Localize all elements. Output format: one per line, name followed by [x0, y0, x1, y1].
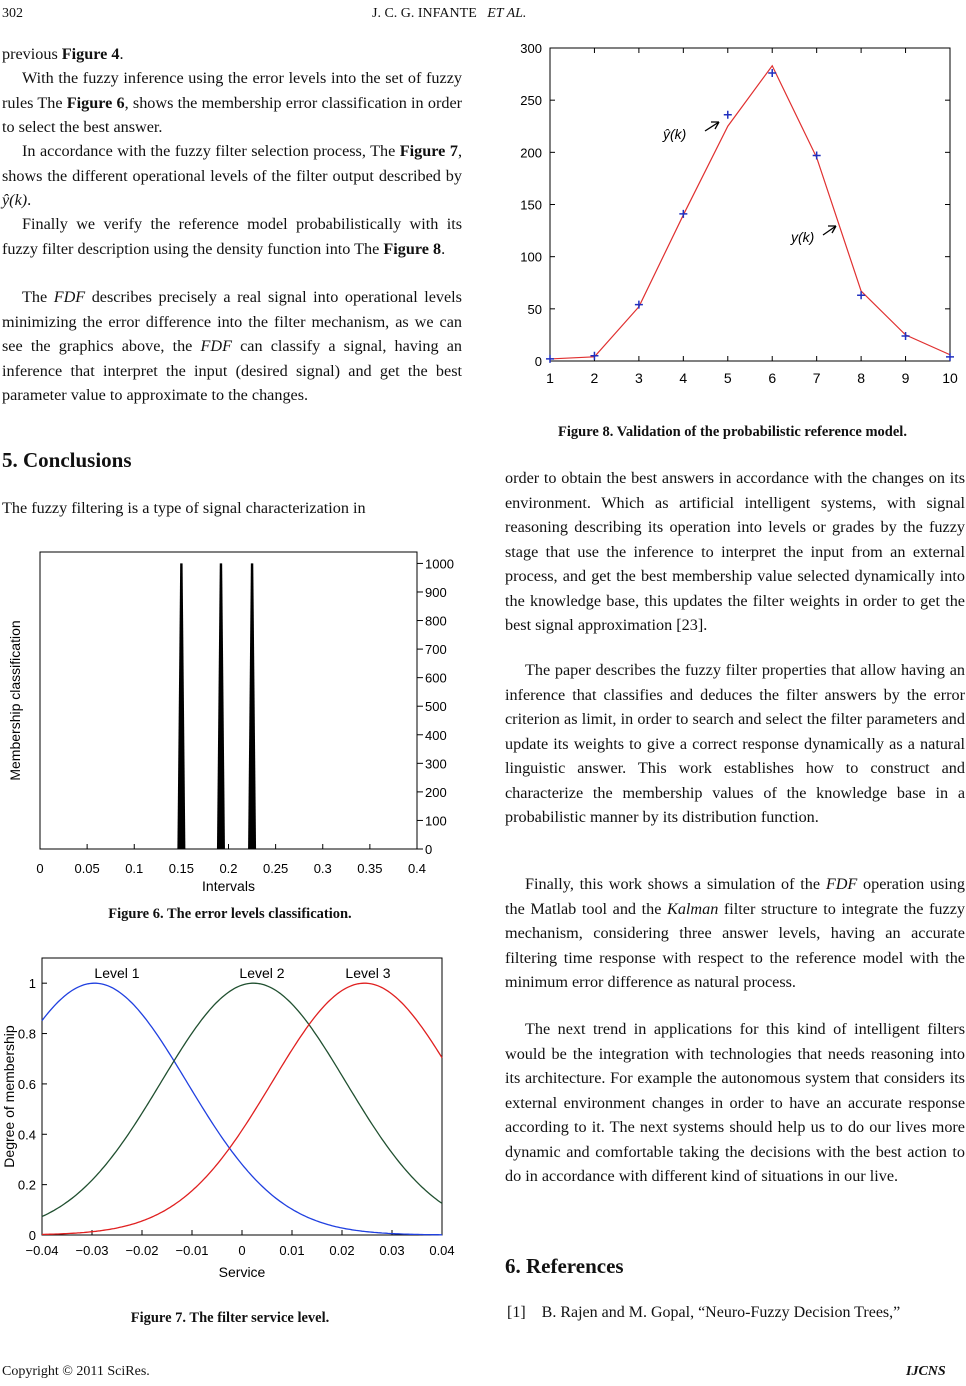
membership-curve-2	[42, 983, 442, 1216]
x-tick-label: 9	[901, 370, 910, 386]
y-tick-label: 100	[520, 249, 542, 265]
figure-6-caption: Figure 6. The error levels classification.	[108, 906, 352, 922]
paragraph-3	[2, 139, 462, 213]
y-tick-label: 0.4	[17, 1127, 36, 1143]
p9-b: operation using the Matlab tool and the	[505, 875, 965, 918]
y-tick-label: 50	[527, 301, 542, 317]
footer-copyright: Copyright © 2011 SciRes.	[2, 1364, 150, 1379]
p2-b: , shows the membership error classification in order to select the best answer.	[2, 93, 463, 136]
annotation-arrow	[823, 226, 836, 235]
running-title-authors: J. C. G. INFANTE	[372, 6, 477, 21]
x-tick-label: 0.05	[74, 861, 100, 876]
membership-curve-1	[42, 983, 442, 1235]
x-tick-label: 0.25	[262, 861, 289, 876]
paragraph-2	[2, 66, 462, 140]
paragraph-1	[2, 42, 462, 67]
series-yhat-point	[857, 291, 865, 299]
footer-journal: IJCNS	[906, 1364, 946, 1379]
y-tick-label: 1	[28, 976, 36, 992]
x-tick-label: 3	[634, 370, 643, 386]
figure-8-chart	[505, 36, 966, 406]
y-tick-label: 500	[425, 699, 447, 715]
y-tick-label: 300	[520, 41, 542, 56]
y-tick-label: 0.2	[17, 1177, 36, 1193]
figure-7-caption: Figure 7. The filter service level.	[130, 1310, 330, 1326]
paragraph-10: The next trend in applications for this kind of intelligent filters would be the integration with technologies that needs reasoning into its architecture. For example the autonomous system that considers its external environment changes in order to have an accurate response according to it. The next systems should help us to do our lives more dynamic and comfortable taking the decisions with the best action to do in accordance with different kind of situations in our live.	[505, 1020, 965, 1185]
series-yhat-point	[724, 111, 732, 119]
p5-c: can classify a signal, having an inference that interpret the input (desired signal) and get the best parameter value to approximate to the changes.	[2, 337, 462, 404]
section-6-title: 6. References	[505, 1254, 624, 1278]
x-axis-label: Service	[218, 1264, 266, 1280]
figure-6-ref[interactable]: Figure 6	[66, 93, 125, 112]
p3-a: In accordance with the fuzzy filter selection process, The	[22, 142, 400, 160]
kalman-term: Kalman	[667, 899, 719, 918]
p1-text: previous	[2, 45, 62, 63]
y-tick-label: 300	[425, 756, 447, 772]
x-tick-label: −0.04	[25, 1243, 59, 1258]
x-tick-label: 0.3	[313, 861, 332, 876]
y-tick-label: 600	[425, 670, 447, 686]
y-tick-label: 0.8	[17, 1026, 36, 1042]
figure-7-chart	[0, 950, 470, 1302]
y-tick-label: 0	[28, 1228, 36, 1243]
p9-c: filter structure to integrate the fuzzy mechanism, considering three answer levels, having an accurate filtering time response with respect to the reference model with the minimum error difference as natural process.	[505, 899, 965, 991]
series-yhat-point	[546, 355, 554, 363]
annotation-arrow	[705, 122, 719, 131]
p3-end: .	[27, 191, 32, 209]
x-tick-label: 6	[768, 370, 777, 386]
p2-a: With the fuzzy inference using the error levels into the set of fuzzy rules The	[2, 69, 462, 112]
y-tick-label: 150	[520, 197, 542, 213]
yhat-symbol: ŷ(k)	[2, 191, 28, 209]
section-5-title: 5. Conclusions	[2, 448, 132, 472]
x-tick-label: 7	[812, 370, 821, 386]
x-tick-label: 0.1	[125, 861, 144, 876]
y-tick-label: 900	[425, 584, 447, 600]
y-tick-label: 200	[520, 145, 542, 161]
x-tick-label: −0.01	[175, 1243, 209, 1258]
p4-a: Finally we verify the reference model probabilistically with its fuzzy filter description using the density function into The	[2, 215, 462, 258]
series-yhat-point	[902, 332, 910, 340]
fdf-term: FDF	[200, 337, 232, 355]
y-tick-label: 100	[425, 813, 447, 829]
x-tick-label: 10	[942, 370, 958, 386]
running-title	[372, 6, 526, 22]
paragraph-9	[505, 872, 965, 995]
p4-end: .	[441, 239, 446, 258]
annotation-yhat: ŷ(k)	[663, 126, 687, 142]
p1-end: .	[119, 45, 124, 63]
x-tick-label: 0.2	[219, 861, 238, 876]
paragraph-8: The paper describes the fuzzy filter properties that allow having an inference that classifies and deduces the filter answers by the error criterion as limit, in order to search and select the filter parameters and update its weights to give a correct response dynamically as a natural linguistic answer. This work establishes how to construct and characterize the membership values of the knowledge base in a probabilistic manner by its distribution function.	[505, 661, 965, 826]
figure-7-ref[interactable]: Figure 7	[399, 142, 458, 160]
paragraph-7: order to obtain the best answers in accordance with the changes on its environment. Which as artificial intelligent systems, with signal reasoning describing its operation into levels or grades by the fuzzy stage that use the inference to interpret the input from an external process, and get the best membership value selected dynamically into the knowledge base, this updates the filter weights in order to get the best signal approximation [23].	[505, 469, 965, 634]
plot-frame	[40, 552, 417, 849]
plot-frame	[42, 958, 442, 1235]
y-tick-label: 0	[425, 842, 433, 857]
figure-8-ref[interactable]: Figure 8	[383, 239, 442, 258]
y-axis-label: Membership classification	[7, 620, 23, 781]
figure-6-chart	[0, 540, 470, 895]
reference-1[interactable]: [1] B. Rajen and M. Gopal, “Neuro-Fuzzy Decision Trees,”	[507, 1304, 901, 1321]
annotation-y: y(k)	[791, 229, 815, 245]
page-number: 302	[2, 6, 23, 21]
level-label: Level 3	[345, 965, 391, 981]
p5-a: The	[22, 288, 54, 306]
paragraph-6: The fuzzy filtering is a type of signal characterization in	[2, 499, 366, 517]
y-tick-label: 1000	[425, 556, 454, 572]
p3-b: , shows the different operational levels of the filter output described by	[2, 142, 463, 185]
x-tick-label: 8	[857, 370, 866, 386]
x-tick-label: −0.02	[125, 1243, 159, 1258]
x-tick-label: 0.35	[357, 861, 383, 876]
paragraph-4	[2, 212, 462, 261]
figure-4-ref[interactable]: Figure 4	[61, 45, 120, 63]
x-tick-label: 0.02	[329, 1243, 355, 1258]
x-tick-label: 5	[723, 370, 732, 386]
spike-bar	[177, 563, 185, 849]
series-y-line	[550, 66, 950, 359]
x-tick-label: 0.4	[407, 861, 427, 876]
fdf-term: FDF	[825, 875, 858, 893]
x-tick-label: 0	[238, 1243, 246, 1258]
running-title-etal: ET AL.	[487, 6, 527, 21]
y-tick-label: 200	[425, 784, 447, 800]
x-tick-label: −0.03	[75, 1243, 109, 1258]
x-tick-label: 0.01	[279, 1243, 305, 1258]
membership-curve-3	[42, 983, 442, 1234]
figure-8-caption: Figure 8. Validation of the probabilistic reference model.	[558, 424, 907, 440]
y-tick-label: 700	[425, 642, 447, 658]
spike-bar	[248, 563, 256, 849]
x-tick-label: 0.04	[429, 1243, 455, 1258]
y-tick-label: 800	[425, 613, 447, 629]
fdf-term: FDF	[53, 288, 86, 306]
x-axis-label: Intervals	[202, 878, 255, 894]
p5-b: describes precisely a real signal into operational levels minimizing the error difference into the filter mechanism, as we can see the graphics above, the	[2, 288, 462, 355]
x-tick-label: 4	[679, 370, 688, 386]
x-tick-label: 0.15	[168, 861, 195, 876]
level-label: Level 1	[94, 965, 140, 981]
p9-a: Finally, this work shows a simulation of the	[525, 875, 826, 893]
y-tick-label: 0.6	[17, 1076, 36, 1092]
paragraph-5	[2, 285, 462, 408]
x-tick-label: 1	[546, 370, 554, 386]
x-tick-label: 0.03	[379, 1243, 405, 1258]
plot-frame	[550, 48, 950, 361]
level-label: Level 2	[239, 965, 285, 981]
spike-bar	[217, 563, 225, 849]
y-tick-label: 0	[534, 354, 542, 369]
series-yhat-point	[679, 210, 687, 218]
x-tick-label: 2	[590, 370, 599, 386]
x-tick-label: 0	[36, 861, 44, 876]
y-axis-label: Degree of membership	[1, 1025, 17, 1168]
y-tick-label: 250	[520, 93, 542, 109]
y-tick-label: 400	[425, 727, 447, 743]
